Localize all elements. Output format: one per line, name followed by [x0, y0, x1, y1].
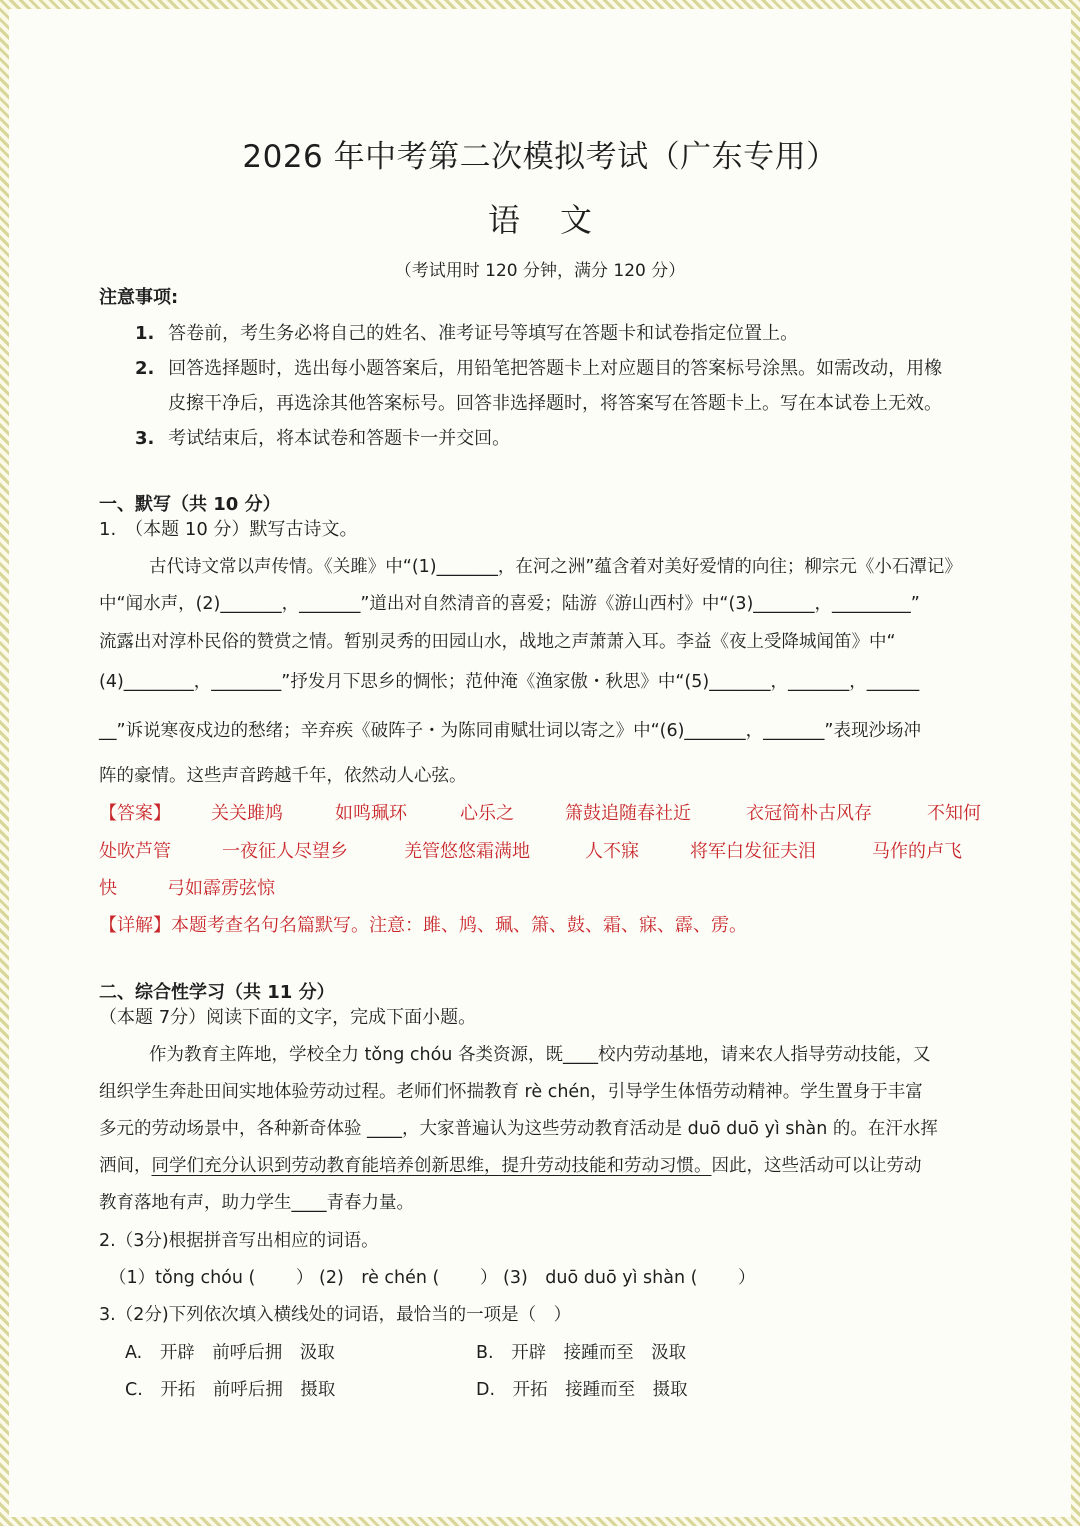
q2-blanks: （1）tǒng chóu ( ） (2) rè chén ( ） (3) duō duō yì shàn ( ） [109, 1268, 756, 1288]
underlined-sentence: 同学们充分认识到劳动教育能培养创新思维，提升劳动技能和劳动习惯。 [151, 1156, 712, 1176]
option-label: A. [125, 1343, 143, 1363]
exam-paper [9, 9, 1071, 1517]
answer-item: 箫鼓追随春社近 [565, 803, 691, 824]
q1-label: 1. （本题 10 分）默写古诗文。 [99, 519, 358, 540]
option-text: 开辟 前呼后拥 汲取 [159, 1343, 335, 1363]
answer-item: 关关雎鸠 [211, 803, 283, 824]
answer-item: 心乐之 [460, 803, 514, 824]
answer-item: 衣冠简朴古风存 [746, 803, 872, 824]
passage2-line-3: 多元的劳动场景中，各种新奇体验 ____，大家普遍认为这些劳动教育活动是 duō duō yì shàn 的。在汗水挥 [99, 1119, 938, 1139]
option-c [125, 1376, 335, 1401]
option-label: D. [476, 1380, 496, 1400]
option-label: B. [476, 1343, 494, 1363]
line4-pre: 洒间， [99, 1156, 152, 1176]
subject-title: 语文 [487, 201, 632, 239]
option-d [476, 1376, 688, 1401]
answer-tag: 【答案】 [99, 803, 171, 824]
notice-item-1 [135, 319, 798, 345]
passage2-line-1: 作为教育主阵地，学校全力 tǒng chóu 各类资源，既____校内劳动基地，请来农人指导劳动技能，又 [149, 1045, 931, 1065]
q2-label: 2.（3分)根据拼音写出相应的词语。 [99, 1231, 379, 1251]
answer-item: 快 [99, 878, 117, 899]
notice-item-2-cont: 皮擦干净后，再选涂其他答案标号。回答非选择题时，将答案写在答题卡上。写在本试卷上无效。 [168, 393, 942, 414]
answer-item: 人不寐 [585, 841, 639, 862]
passage1-line-1: 古代诗文常以声传情。《关雎》中“(1)_______，在河之洲”蕴含着对美好爱情的向往；柳宗元《小石潭记》 [149, 557, 962, 577]
line4-post: 因此，这些活动可以让劳动 [711, 1156, 922, 1176]
answer-item: 处吹芦管 [99, 841, 171, 862]
passage2-line-5: 教育落地有声，助力学生____青春力量。 [99, 1193, 414, 1213]
section1-heading: 一、默写（共 10 分） [99, 494, 281, 515]
answer-explanation: 【详解】本题考查名句名篇默写。注意：雎、鸠、珮、箫、鼓、霜、寐、霹、雳。 [99, 915, 747, 936]
notice-item-3 [135, 424, 510, 450]
exam-time-note: （考试用时 120 分钟，满分 120 分） [394, 261, 686, 281]
answer-item: 羌管悠悠霜满地 [404, 841, 530, 862]
section2-heading: 二、综合性学习（共 11 分） [99, 982, 335, 1003]
notice-num: 3. [135, 428, 155, 449]
option-text: 开拓 前呼后拥 摄取 [160, 1380, 336, 1400]
option-text: 开拓 接踵而至 摄取 [512, 1380, 688, 1400]
option-label: C. [125, 1380, 143, 1400]
passage1-line-2: 中“闻水声，(2)_______，_______”道出对自然清音的喜爱；陆游《游山西村》中“(3)_______，_________” [99, 594, 920, 614]
answer-item: 不知何 [927, 803, 981, 824]
notice-text: 答卷前，考生务必将自己的姓名、准考证号等填写在答题卡和试卷指定位置上。 [168, 323, 799, 344]
passage1-line-4: (4)________，________”抒发月下思乡的惆怅；范仲淹《渔家傲・秋思》中“(5)_______，_______，______ [99, 672, 920, 692]
q3-label: 3.（2分)下列依次填入横线处的词语，最恰当的一项是（ ） [99, 1305, 572, 1325]
option-b [476, 1339, 686, 1364]
notice-heading: 注意事项: [99, 287, 179, 308]
notice-item-2 [135, 354, 942, 380]
section2-intro: （本题 7分）阅读下面的文字，完成下面小题。 [99, 1007, 477, 1028]
answer-item: 如鸣珮环 [335, 803, 407, 824]
notice-num: 2. [135, 358, 155, 379]
passage1-line-3: 流露出对淳朴民俗的赞赏之情。暂别灵秀的田园山水，战地之声萧萧入耳。李益《夜上受降城闻笛》中“ [99, 632, 896, 652]
passage1-line-5: __”诉说寒夜戍边的愁绪；辛弃疾《破阵子・为陈同甫赋壮词以寄之》中“(6)_______，_______”表现沙场冲 [99, 721, 921, 741]
notice-text: 回答选择题时，选出每小题答案后，用铅笔把答题卡上对应题目的答案标号涂黑。如需改动，用橡 [168, 358, 943, 379]
passage1-line-6: 阵的豪情。这些声音跨越千年，依然动人心弦。 [99, 766, 467, 786]
notice-num: 1. [135, 323, 155, 344]
answer-item: 马作的卢飞 [872, 841, 962, 862]
exam-title: 2026 年中考第二次模拟考试（广东专用） [242, 139, 838, 175]
option-text: 开辟 接踵而至 汲取 [511, 1343, 687, 1363]
passage2-line-2: 组织学生奔赴田间实地体验劳动过程。老师们怀揣教育 rè chén，引导学生体悟劳动精神。学生置身于丰富 [99, 1082, 923, 1102]
option-a [125, 1339, 335, 1364]
notice-text: 考试结束后，将本试卷和答题卡一并交回。 [168, 428, 511, 449]
answer-item: 将军白发征夫泪 [690, 841, 816, 862]
passage2-line-4 [99, 1152, 922, 1177]
answer-item: 弓如霹雳弦惊 [167, 878, 275, 899]
answer-item: 一夜征人尽望乡 [222, 841, 348, 862]
